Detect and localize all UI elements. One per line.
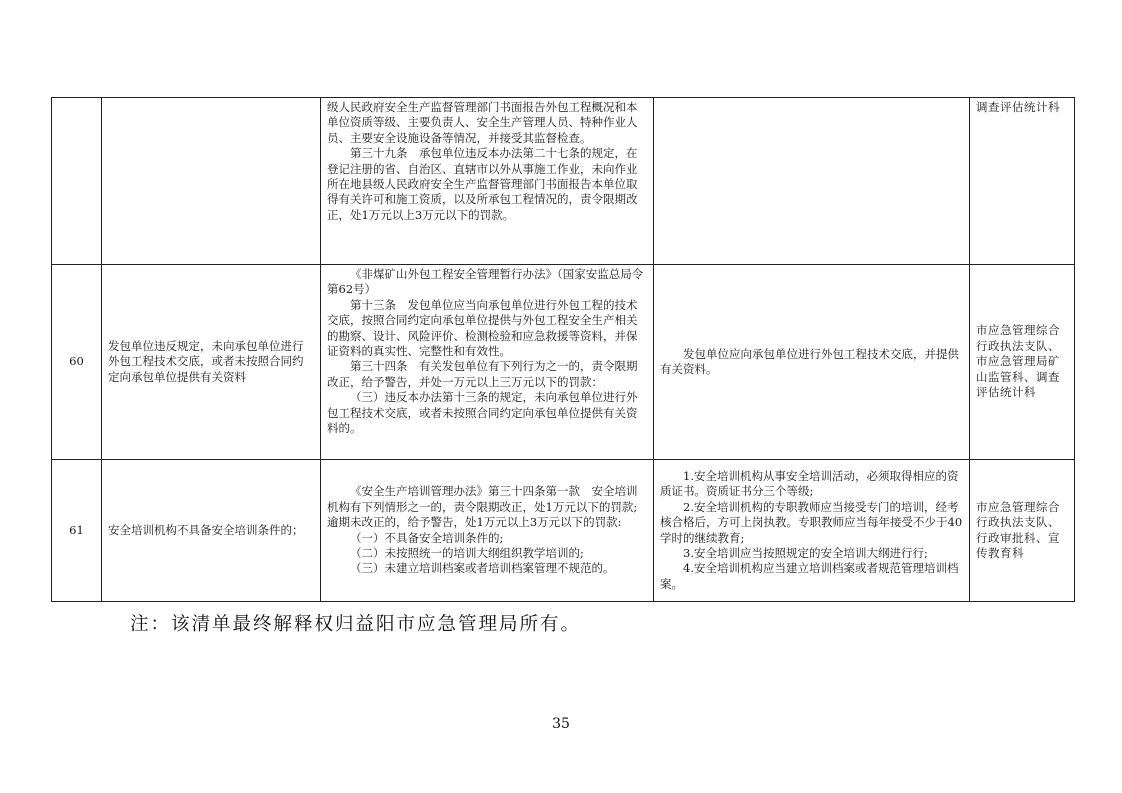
legal-basis-paragraph: 《安全生产培训管理办法》第三十四条第一款 安全培训机构有下列情形之一的，责令限期改正，处1万元以下的罚款;逾期未改正的，给予警告，处1万元以上3万元以下的罚款: bbox=[327, 484, 638, 530]
legal-basis-paragraph: 《非煤矿山外包工程安全管理暂行办法》（国家安监总局令第62号） bbox=[327, 267, 644, 297]
violation-description bbox=[102, 98, 321, 265]
legal-basis-paragraph: 第三十九条 承包单位违反本办法第二十七条的规定，在登记注册的省、自治区、直辖市以外从事施工作业，未向作业所在地县级人民政府安全生产监督管理部门书面报告本单位取得有关许可和施工资质，以及所承包工程情况的，责令限期改正，处1万元以上3万元以下的罚款。 bbox=[327, 146, 638, 222]
table-row bbox=[52, 98, 1075, 265]
measure-item: 1.安全培训机构从事安全培训活动，必须取得相应的资质证书。资质证书分三个等级; bbox=[660, 468, 959, 499]
responsible-department: 市应急管理综合行政执法支队、行政审批科、宣传教育科 bbox=[970, 460, 1075, 602]
interpretation-note: 注：该清单最终解释权归益阳市应急管理局所有。 bbox=[130, 614, 582, 635]
compliance-measures-text: 发包单位应向承包单位进行外包工程技术交底，并提供有关资料。 bbox=[660, 346, 959, 376]
table-row bbox=[52, 460, 1075, 602]
measure-item: 4.安全培训机构应当建立培训档案或者规范管理培训档案。 bbox=[660, 561, 959, 591]
legal-basis-item: （一）不具备安全培训条件的; bbox=[350, 530, 504, 545]
legal-basis bbox=[321, 98, 654, 265]
responsible-department: 调查评估统计科 bbox=[970, 98, 1075, 265]
row-number: 60 bbox=[52, 265, 102, 460]
legal-basis-paragraph: （三）违反本办法第十三条的规定，未向承包单位进行外包工程技术交底，或者未按照合同约定向承包单位提供有关资料的。 bbox=[327, 390, 638, 436]
legal-basis-paragraph: 第十三条 发包单位应当向承包单位进行外包工程的技术交底，按照合同约定向承包单位提供与外包工程安全生产相关的勘察、设计、风险评价、检测检验和应急救援等资料，并保证资料的真实性、完整性和有效性。 bbox=[327, 297, 638, 359]
violation-description: 发包单位违反规定，未向承包单位进行外包工程技术交底，或者未按照合同约定向承包单位提供有关资料 bbox=[102, 265, 321, 460]
legal-basis bbox=[321, 265, 654, 460]
table-row bbox=[52, 265, 1075, 460]
measure-item: 3.安全培训应当按照规定的安全培训大纲进行行; bbox=[683, 545, 928, 560]
compliance-measures bbox=[654, 265, 970, 460]
legal-basis-item: （三）未建立培训档案或者培训档案管理不规范的。 bbox=[350, 561, 615, 576]
legal-basis-paragraph: 级人民政府安全生产监督管理部门书面报告外包工程概况和本单位资质等级、主要负责人、安全生产管理人员、特种作业人员、主要安全设施设备等情况，并接受其监督检查。 bbox=[327, 100, 638, 145]
compliance-measures bbox=[654, 98, 970, 265]
row-number bbox=[52, 98, 102, 265]
violation-description: 安全培训机构不具备安全培训条件的； bbox=[102, 460, 321, 602]
compliance-measures bbox=[654, 460, 970, 602]
penalty-list-table bbox=[51, 97, 1075, 602]
measure-item: 2.安全培训机构的专职教师应当接受专门的培训，经考核合格后，方可上岗执教。专职教师应当每年接受不少于40学时的继续教育; bbox=[660, 499, 963, 545]
legal-basis-item: （二）未按照统一的培训大纲组织教学培训的; bbox=[350, 545, 584, 560]
legal-basis bbox=[321, 460, 654, 602]
responsible-department: 市应急管理综合行政执法支队、市应急管理局矿山监管科、调查评估统计科 bbox=[970, 265, 1075, 460]
row-number: 61 bbox=[52, 460, 102, 602]
legal-basis-paragraph: 第三十四条 有关发包单位有下列行为之一的，责令限期改正，给予警告，并处一万元以上三万元以下的罚款： bbox=[327, 359, 638, 389]
page-number: 35 bbox=[552, 716, 570, 732]
